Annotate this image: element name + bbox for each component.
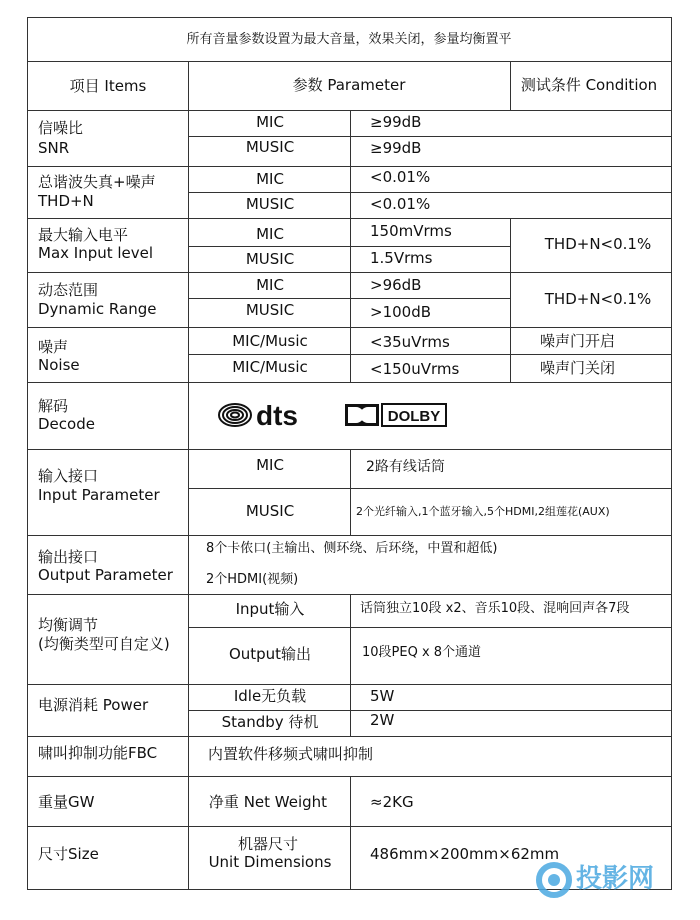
snr-mic-value: ≥99dB (370, 113, 422, 131)
output-label-en: Output Parameter (38, 566, 173, 584)
max-input-label-cn: 最大输入电平 (38, 226, 129, 244)
input-music-name: MUSIC (245, 502, 295, 520)
output-label-cn: 输出接口 (38, 548, 99, 566)
input-mic-name: MIC (256, 456, 284, 474)
power-label: 电源消耗 Power (38, 696, 149, 714)
eq-output-name: Output输出 (228, 645, 312, 663)
decode-label-en: Decode (38, 415, 95, 433)
thd-mic-name: MIC (256, 170, 284, 188)
output-line-1: 8个卡侬口(主输出、侧环绕、后环绕，中置和超低) (206, 541, 498, 556)
max-input-mic-value: 150mVrms (370, 222, 452, 240)
column-header-parameter: 参数 Parameter (292, 76, 406, 94)
snr-music-name: MUSIC (245, 138, 295, 156)
dolby-logo-text: DOLBY (387, 408, 441, 425)
table-header-note: 所有音量参数设置为最大音量，效果关闭，参量均衡置平 (186, 32, 512, 47)
dynamic-range-condition: THD+N<0.1% (544, 290, 652, 308)
fbc-value: 内置软件移频式啸叫抑制 (208, 745, 374, 763)
power-standby-name: Standby 待机 (221, 713, 319, 731)
snr-music-value: ≥99dB (370, 139, 422, 157)
max-input-mic-name: MIC (256, 225, 284, 243)
max-input-music-value: 1.5Vrms (370, 249, 433, 267)
dynamic-range-label-cn: 动态范围 (38, 281, 99, 299)
dts-logo-text: dts (256, 402, 298, 428)
weight-name: 净重 Net Weight (208, 793, 328, 811)
size-name-cn: 机器尺寸 (237, 835, 299, 853)
power-idle-name: Idle无负载 (233, 687, 307, 705)
eq-label-sub: (均衡类型可自定义) (38, 635, 170, 653)
noise-row1-name: MIC/Music (232, 332, 308, 350)
dynamic-range-music-value: >100dB (370, 303, 432, 321)
column-header-items: 项目 Items (69, 77, 147, 95)
size-name-en: Unit Dimensions (208, 853, 332, 871)
thd-mic-value: <0.01% (370, 168, 431, 186)
size-value: 486mm×200mm×62mm (370, 845, 560, 863)
snr-label-en: SNR (38, 139, 70, 157)
eq-input-value: 话筒独立10段 x2、音乐10段、混响回声各7段 (360, 601, 630, 616)
input-music-value: 2个光纤输入,1个蓝牙输入,5个HDMI,2组莲花(AUX) (356, 505, 610, 518)
watermark (528, 852, 700, 920)
output-line-2: 2个HDMI(视频) (206, 572, 299, 587)
dynamic-range-label-en: Dynamic Range (38, 300, 157, 318)
thd-label-cn: 总谐波失真+噪声 (38, 173, 156, 191)
max-input-music-name: MUSIC (245, 250, 295, 268)
dynamic-range-music-name: MUSIC (245, 301, 295, 319)
weight-label: 重量GW (38, 793, 95, 811)
dts-logo (218, 402, 314, 428)
noise-row2-name: MIC/Music (232, 358, 308, 376)
input-label-cn: 输入接口 (38, 467, 99, 485)
fbc-label: 啸叫抑制功能FBC (38, 744, 158, 762)
thd-music-value: <0.01% (370, 195, 431, 213)
max-input-label-en: Max Input level (38, 244, 154, 262)
weight-value: ≈2KG (370, 793, 414, 811)
watermark-text: 投影网 (576, 864, 655, 894)
thd-music-name: MUSIC (245, 195, 295, 213)
eq-label-cn: 均衡调节 (38, 616, 99, 634)
noise-label-cn: 噪声 (38, 338, 69, 356)
power-idle-value: 5W (370, 687, 395, 705)
power-standby-value: 2W (370, 711, 395, 729)
thd-label-en: THD+N (38, 192, 94, 210)
size-label: 尺寸Size (38, 845, 99, 863)
noise-row2-condition: 噪声门关闭 (540, 359, 616, 377)
max-input-condition: THD+N<0.1% (544, 235, 652, 253)
noise-row1-value: <35uVrms (370, 333, 450, 351)
dolby-logo (344, 402, 448, 428)
eq-input-name: Input输入 (235, 600, 305, 618)
eq-output-value: 10段PEQ x 8个通道 (362, 645, 482, 660)
input-mic-value: 2路有线话筒 (366, 459, 445, 475)
snr-label-cn: 信噪比 (38, 119, 84, 137)
noise-row2-value: <150uVrms (370, 360, 460, 378)
snr-mic-name: MIC (256, 113, 284, 131)
dynamic-range-mic-value: >96dB (370, 276, 422, 294)
column-header-condition: 测试条件 Condition (520, 76, 658, 94)
decode-label-cn: 解码 (38, 397, 69, 415)
noise-row1-condition: 噪声门开启 (540, 332, 616, 350)
input-label-en: Input Parameter (38, 486, 160, 504)
dynamic-range-mic-name: MIC (256, 276, 284, 294)
noise-label-en: Noise (38, 356, 80, 374)
